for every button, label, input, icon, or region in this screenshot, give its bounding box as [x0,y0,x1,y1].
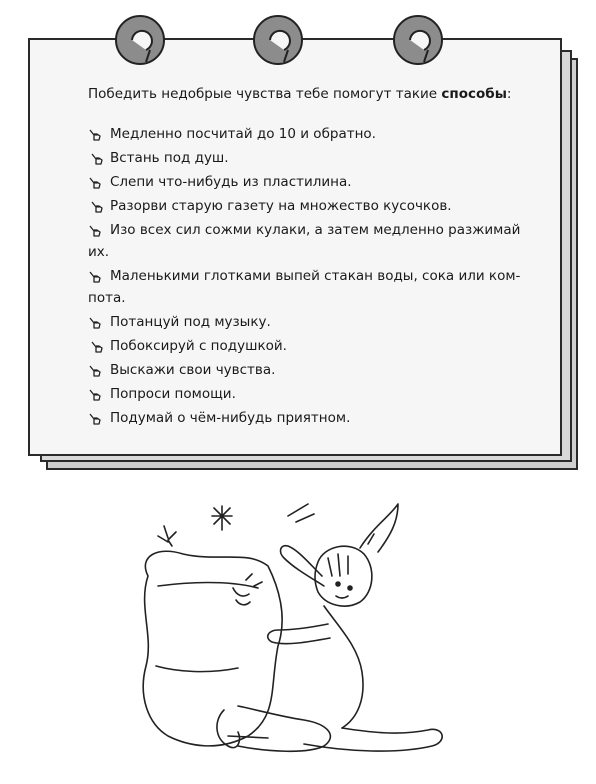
intro-text [88,86,511,102]
girl-ponytail [360,504,398,552]
intro-emphasis: способы [441,86,507,102]
pointing-hand-icon [88,388,102,402]
girl-body [324,606,363,728]
girl-punching-pillow-illustration [128,496,468,766]
pillow-shape [143,551,282,746]
ring-icon [394,16,442,64]
pointing-hand-icon [88,224,102,238]
spark-middle [212,506,232,530]
list-item: Маленькими глотками выпей стакан воды, сока или ком- [110,268,521,284]
list-item: Попроси помощи. [110,386,236,402]
list-item: Разорви старую газету на множество кусочков. [110,198,452,214]
girl-legs [304,728,442,751]
pointing-hand-icon [88,176,102,190]
list-item: Побоксируй с подушкой. [110,338,287,354]
intro-colon: : [506,86,512,102]
list-item: Слепи что-нибудь из пластилина. [110,174,352,190]
intro-lead: Победить недобрые чувства тебе помогут такие [88,86,442,102]
pointing-hand-icon [88,270,102,284]
pointing-hand-icon [88,412,102,426]
pointing-hand-icon [88,316,102,330]
pointing-hand-icon [88,364,102,378]
list-item: Подумай о чём-нибудь приятном. [110,410,351,426]
list-item: Выскажи свои чувства. [110,362,276,378]
pointing-hand-icon [90,200,104,214]
list-item: Встань под душ. [110,150,229,166]
list-item: Медленно посчитай до 10 и обратно. [110,126,376,142]
spark-left [158,526,176,546]
list-item-continuation: их. [88,244,110,260]
pointing-hand-icon [90,340,104,354]
spark-right [288,504,314,522]
list-item: Потанцуй под музыку. [110,314,271,330]
binder-rings [0,0,596,90]
pointing-hand-icon [90,152,104,166]
ring-icon [116,16,164,64]
list-item: Изо всех сил сожми кулаки, а затем медленно разжимай [110,222,521,238]
pointing-hand-icon [88,128,102,142]
girl-arm-punch [268,624,330,644]
ring-icon [254,16,302,64]
list-item-continuation: пота. [88,290,126,306]
